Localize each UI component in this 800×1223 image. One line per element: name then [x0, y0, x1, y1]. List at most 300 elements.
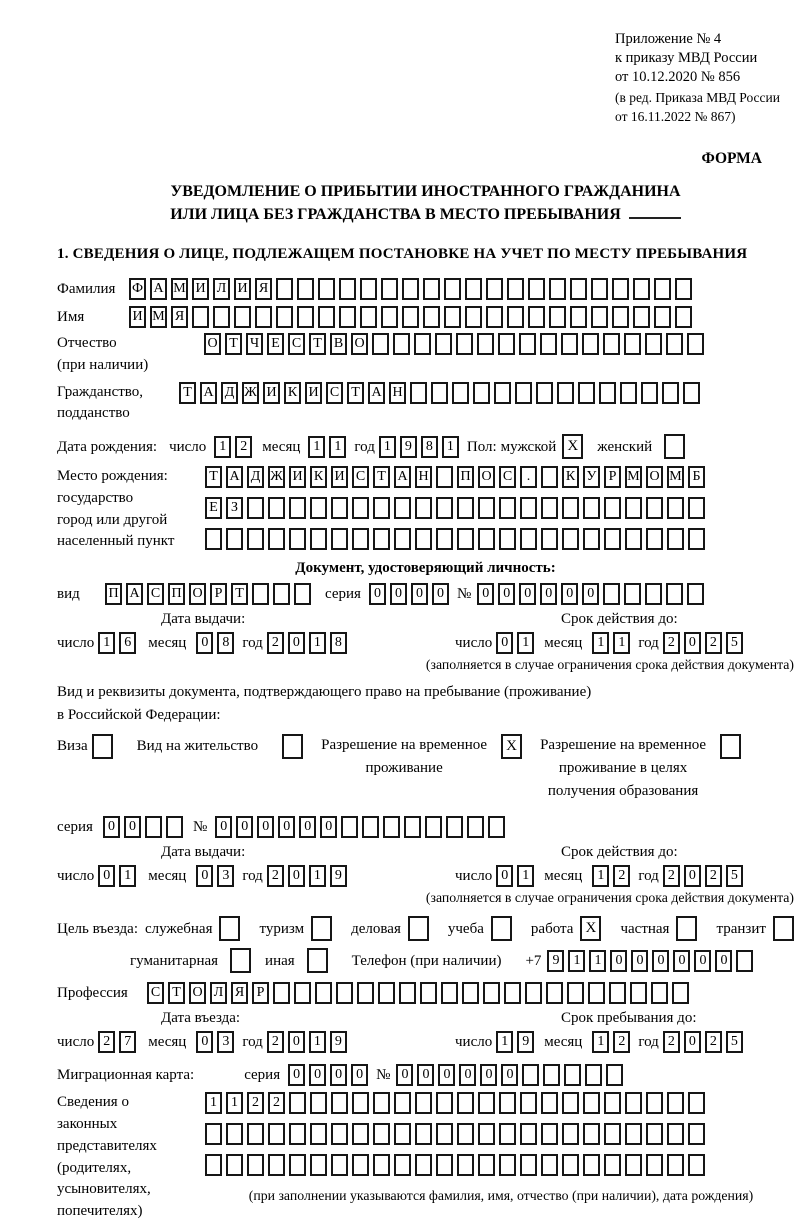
char-box[interactable]	[620, 382, 637, 404]
char-box[interactable]	[431, 382, 448, 404]
char-box[interactable]: 1	[589, 950, 606, 972]
char-box[interactable]: 0	[610, 950, 627, 972]
char-box[interactable]	[604, 497, 621, 519]
char-box[interactable]	[315, 982, 332, 1004]
char-box[interactable]: 0	[369, 583, 386, 605]
char-box[interactable]: И	[234, 278, 251, 300]
char-box[interactable]	[352, 1123, 369, 1145]
char-box[interactable]: 0	[299, 816, 316, 838]
char-box[interactable]	[486, 306, 503, 328]
char-box[interactable]: 2	[663, 632, 680, 654]
char-box[interactable]: 2	[235, 436, 252, 458]
char-box[interactable]: 0	[196, 632, 213, 654]
char-box[interactable]	[667, 1123, 684, 1145]
char-box[interactable]: О	[204, 333, 221, 355]
char-box[interactable]	[651, 982, 668, 1004]
char-box[interactable]: 0	[432, 583, 449, 605]
char-box[interactable]: 0	[196, 1031, 213, 1053]
char-box[interactable]: П	[105, 583, 122, 605]
char-box[interactable]	[604, 1123, 621, 1145]
char-box[interactable]: 1	[592, 1031, 609, 1053]
char-box[interactable]: И	[305, 382, 322, 404]
char-box[interactable]: К	[562, 466, 579, 488]
char-box[interactable]	[477, 333, 494, 355]
char-box[interactable]: 5	[726, 1031, 743, 1053]
char-box[interactable]	[234, 306, 251, 328]
char-box[interactable]: 0	[103, 816, 120, 838]
char-box[interactable]	[507, 306, 524, 328]
char-box[interactable]: 1	[442, 436, 459, 458]
char-box[interactable]	[399, 982, 416, 1004]
char-box[interactable]	[457, 1154, 474, 1176]
rabota-checkbox[interactable]: X	[580, 916, 601, 941]
char-box[interactable]: 2	[98, 1031, 115, 1053]
char-box[interactable]	[519, 333, 536, 355]
char-box[interactable]	[352, 497, 369, 519]
char-box[interactable]	[166, 816, 183, 838]
char-box[interactable]: 0	[390, 583, 407, 605]
char-box[interactable]	[289, 1123, 306, 1145]
char-box[interactable]	[467, 816, 484, 838]
char-box[interactable]: 0	[684, 865, 701, 887]
char-box[interactable]	[456, 333, 473, 355]
char-box[interactable]: 0	[684, 1031, 701, 1053]
char-box[interactable]	[541, 1123, 558, 1145]
char-box[interactable]	[675, 306, 692, 328]
char-box[interactable]	[373, 1092, 390, 1114]
char-box[interactable]: Т	[205, 466, 222, 488]
char-box[interactable]: 0	[215, 816, 232, 838]
char-box[interactable]	[688, 528, 705, 550]
char-box[interactable]	[570, 306, 587, 328]
char-box[interactable]	[567, 982, 584, 1004]
char-box[interactable]	[520, 528, 537, 550]
male-checkbox[interactable]: X	[562, 434, 583, 459]
char-box[interactable]	[336, 982, 353, 1004]
char-box[interactable]	[646, 497, 663, 519]
char-box[interactable]	[394, 1123, 411, 1145]
char-box[interactable]: 0	[257, 816, 274, 838]
char-box[interactable]: 0	[438, 1064, 455, 1086]
char-box[interactable]: И	[192, 278, 209, 300]
char-box[interactable]	[478, 1154, 495, 1176]
char-box[interactable]: 0	[330, 1064, 347, 1086]
char-box[interactable]	[402, 306, 419, 328]
char-box[interactable]: 0	[694, 950, 711, 972]
char-box[interactable]	[310, 528, 327, 550]
char-box[interactable]	[528, 278, 545, 300]
char-box[interactable]	[585, 1064, 602, 1086]
char-box[interactable]	[687, 333, 704, 355]
char-box[interactable]: 2	[613, 865, 630, 887]
char-box[interactable]	[667, 528, 684, 550]
char-box[interactable]	[457, 1123, 474, 1145]
char-box[interactable]: 0	[480, 1064, 497, 1086]
char-box[interactable]	[522, 1064, 539, 1086]
char-box[interactable]	[373, 528, 390, 550]
char-box[interactable]	[415, 1123, 432, 1145]
char-box[interactable]	[226, 1154, 243, 1176]
char-box[interactable]	[562, 1092, 579, 1114]
char-box[interactable]: 1	[309, 632, 326, 654]
char-box[interactable]	[420, 982, 437, 1004]
char-box[interactable]: 1	[329, 436, 346, 458]
char-box[interactable]	[528, 306, 545, 328]
char-box[interactable]: 3	[217, 865, 234, 887]
char-box[interactable]	[541, 1092, 558, 1114]
char-box[interactable]: Л	[213, 278, 230, 300]
char-box[interactable]	[583, 1154, 600, 1176]
char-box[interactable]	[226, 1123, 243, 1145]
sluzhebnaya-checkbox[interactable]	[219, 916, 240, 941]
char-box[interactable]: Р	[604, 466, 621, 488]
char-box[interactable]	[666, 333, 683, 355]
char-box[interactable]	[604, 528, 621, 550]
char-box[interactable]: 0	[498, 583, 515, 605]
char-box[interactable]	[641, 382, 658, 404]
char-box[interactable]: 0	[496, 632, 513, 654]
char-box[interactable]	[645, 583, 662, 605]
char-box[interactable]: 1	[496, 1031, 513, 1053]
char-box[interactable]: Р	[210, 583, 227, 605]
char-box[interactable]: 0	[652, 950, 669, 972]
char-box[interactable]	[394, 1154, 411, 1176]
char-box[interactable]: Ж	[268, 466, 285, 488]
char-box[interactable]: 9	[330, 1031, 347, 1053]
char-box[interactable]	[675, 278, 692, 300]
char-box[interactable]: 0	[561, 583, 578, 605]
char-box[interactable]	[331, 1123, 348, 1145]
char-box[interactable]	[515, 382, 532, 404]
temporary-residence-checkbox[interactable]: X	[501, 734, 522, 759]
char-box[interactable]: 1	[309, 1031, 326, 1053]
tranzit-checkbox[interactable]	[773, 916, 794, 941]
char-box[interactable]	[688, 497, 705, 519]
char-box[interactable]	[549, 306, 566, 328]
char-box[interactable]: Д	[221, 382, 238, 404]
char-box[interactable]	[462, 982, 479, 1004]
char-box[interactable]: 1	[214, 436, 231, 458]
char-box[interactable]	[625, 1154, 642, 1176]
char-box[interactable]: К	[284, 382, 301, 404]
char-box[interactable]	[352, 528, 369, 550]
char-box[interactable]: О	[189, 982, 206, 1004]
char-box[interactable]	[394, 497, 411, 519]
char-box[interactable]: 0	[236, 816, 253, 838]
char-box[interactable]	[394, 528, 411, 550]
char-box[interactable]	[331, 497, 348, 519]
char-box[interactable]: 1	[517, 632, 534, 654]
char-box[interactable]: 0	[288, 1031, 305, 1053]
char-box[interactable]: С	[147, 982, 164, 1004]
char-box[interactable]	[213, 306, 230, 328]
char-box[interactable]	[341, 816, 358, 838]
char-box[interactable]	[562, 1154, 579, 1176]
char-box[interactable]	[192, 306, 209, 328]
char-box[interactable]	[310, 497, 327, 519]
char-box[interactable]	[543, 1064, 560, 1086]
char-box[interactable]: 1	[592, 865, 609, 887]
char-box[interactable]: А	[126, 583, 143, 605]
char-box[interactable]: А	[226, 466, 243, 488]
char-box[interactable]	[289, 497, 306, 519]
char-box[interactable]	[499, 1154, 516, 1176]
char-box[interactable]: 2	[705, 865, 722, 887]
char-box[interactable]: А	[200, 382, 217, 404]
char-box[interactable]	[423, 306, 440, 328]
char-box[interactable]	[672, 982, 689, 1004]
char-box[interactable]	[646, 1154, 663, 1176]
char-box[interactable]: 0	[411, 583, 428, 605]
char-box[interactable]	[252, 583, 269, 605]
char-box[interactable]	[578, 382, 595, 404]
char-box[interactable]: 6	[119, 632, 136, 654]
chastnaya-checkbox[interactable]	[676, 916, 697, 941]
char-box[interactable]: З	[226, 497, 243, 519]
char-box[interactable]	[557, 382, 574, 404]
char-box[interactable]	[583, 497, 600, 519]
char-box[interactable]	[415, 497, 432, 519]
char-box[interactable]	[423, 278, 440, 300]
char-box[interactable]: 8	[217, 632, 234, 654]
char-box[interactable]	[688, 1154, 705, 1176]
char-box[interactable]	[373, 1154, 390, 1176]
char-box[interactable]	[549, 278, 566, 300]
char-box[interactable]	[687, 583, 704, 605]
char-box[interactable]: 9	[330, 865, 347, 887]
char-box[interactable]: Л	[210, 982, 227, 1004]
char-box[interactable]	[444, 278, 461, 300]
char-box[interactable]: С	[147, 583, 164, 605]
char-box[interactable]: Т	[179, 382, 196, 404]
char-box[interactable]	[331, 528, 348, 550]
char-box[interactable]: Т	[231, 583, 248, 605]
char-box[interactable]: Е	[267, 333, 284, 355]
char-box[interactable]: 0	[309, 1064, 326, 1086]
char-box[interactable]: 0	[673, 950, 690, 972]
blank-underline[interactable]	[629, 217, 681, 219]
char-box[interactable]	[570, 278, 587, 300]
char-box[interactable]	[478, 1092, 495, 1114]
char-box[interactable]	[591, 278, 608, 300]
char-box[interactable]	[688, 1092, 705, 1114]
char-box[interactable]	[736, 950, 753, 972]
char-box[interactable]: 2	[613, 1031, 630, 1053]
char-box[interactable]	[612, 306, 629, 328]
char-box[interactable]: 2	[663, 865, 680, 887]
char-box[interactable]	[452, 382, 469, 404]
char-box[interactable]	[541, 1154, 558, 1176]
char-box[interactable]: О	[189, 583, 206, 605]
char-box[interactable]	[441, 982, 458, 1004]
char-box[interactable]	[352, 1154, 369, 1176]
char-box[interactable]: Т	[168, 982, 185, 1004]
char-box[interactable]: Е	[205, 497, 222, 519]
char-box[interactable]	[444, 306, 461, 328]
char-box[interactable]: 0	[351, 1064, 368, 1086]
char-box[interactable]: 0	[582, 583, 599, 605]
char-box[interactable]	[646, 1123, 663, 1145]
turizm-checkbox[interactable]	[311, 916, 332, 941]
char-box[interactable]	[562, 528, 579, 550]
char-box[interactable]	[540, 333, 557, 355]
char-box[interactable]	[478, 497, 495, 519]
char-box[interactable]	[352, 1092, 369, 1114]
char-box[interactable]	[297, 306, 314, 328]
char-box[interactable]: И	[129, 306, 146, 328]
char-box[interactable]	[683, 382, 700, 404]
char-box[interactable]	[499, 1123, 516, 1145]
char-box[interactable]: 1	[205, 1092, 222, 1114]
char-box[interactable]	[564, 1064, 581, 1086]
char-box[interactable]: 1	[568, 950, 585, 972]
char-box[interactable]: 1	[517, 865, 534, 887]
char-box[interactable]: Т	[347, 382, 364, 404]
char-box[interactable]	[268, 528, 285, 550]
char-box[interactable]: 2	[267, 1031, 284, 1053]
char-box[interactable]	[604, 1154, 621, 1176]
char-box[interactable]	[393, 333, 410, 355]
char-box[interactable]	[357, 982, 374, 1004]
char-box[interactable]	[425, 816, 442, 838]
char-box[interactable]: К	[310, 466, 327, 488]
char-box[interactable]: 0	[477, 583, 494, 605]
char-box[interactable]	[612, 278, 629, 300]
char-box[interactable]	[373, 1123, 390, 1145]
char-box[interactable]: 0	[496, 865, 513, 887]
char-box[interactable]	[247, 528, 264, 550]
char-box[interactable]	[276, 278, 293, 300]
char-box[interactable]	[465, 278, 482, 300]
char-box[interactable]	[436, 1123, 453, 1145]
female-checkbox[interactable]	[664, 434, 685, 459]
delovaya-checkbox[interactable]	[408, 916, 429, 941]
char-box[interactable]: 9	[400, 436, 417, 458]
char-box[interactable]: 0	[196, 865, 213, 887]
char-box[interactable]	[331, 1154, 348, 1176]
char-box[interactable]: 3	[217, 1031, 234, 1053]
char-box[interactable]	[546, 982, 563, 1004]
char-box[interactable]	[536, 382, 553, 404]
char-box[interactable]: 1	[309, 865, 326, 887]
char-box[interactable]	[378, 982, 395, 1004]
char-box[interactable]: 2	[705, 632, 722, 654]
char-box[interactable]	[247, 1123, 264, 1145]
char-box[interactable]: П	[457, 466, 474, 488]
char-box[interactable]: 1	[308, 436, 325, 458]
char-box[interactable]	[667, 1154, 684, 1176]
char-box[interactable]	[499, 1092, 516, 1114]
char-box[interactable]: 2	[247, 1092, 264, 1114]
char-box[interactable]: И	[289, 466, 306, 488]
char-box[interactable]	[268, 1123, 285, 1145]
char-box[interactable]	[562, 1123, 579, 1145]
char-box[interactable]: 9	[547, 950, 564, 972]
char-box[interactable]	[588, 982, 605, 1004]
char-box[interactable]: С	[352, 466, 369, 488]
char-box[interactable]	[457, 528, 474, 550]
char-box[interactable]	[394, 1092, 411, 1114]
char-box[interactable]	[561, 333, 578, 355]
char-box[interactable]: 8	[421, 436, 438, 458]
char-box[interactable]: 0	[631, 950, 648, 972]
char-box[interactable]: Т	[225, 333, 242, 355]
char-box[interactable]	[499, 528, 516, 550]
char-box[interactable]	[446, 816, 463, 838]
char-box[interactable]	[294, 982, 311, 1004]
char-box[interactable]	[465, 306, 482, 328]
char-box[interactable]: 1	[119, 865, 136, 887]
char-box[interactable]: 1	[98, 632, 115, 654]
char-box[interactable]: Д	[247, 466, 264, 488]
char-box[interactable]: С	[288, 333, 305, 355]
char-box[interactable]: А	[368, 382, 385, 404]
ucheba-checkbox[interactable]	[491, 916, 512, 941]
char-box[interactable]: В	[330, 333, 347, 355]
char-box[interactable]	[318, 278, 335, 300]
char-box[interactable]: .	[520, 466, 537, 488]
char-box[interactable]: 0	[288, 632, 305, 654]
char-box[interactable]: Ч	[246, 333, 263, 355]
char-box[interactable]	[625, 528, 642, 550]
char-box[interactable]	[310, 1123, 327, 1145]
char-box[interactable]: А	[150, 278, 167, 300]
char-box[interactable]	[339, 278, 356, 300]
char-box[interactable]: У	[583, 466, 600, 488]
char-box[interactable]	[520, 497, 537, 519]
char-box[interactable]	[339, 306, 356, 328]
char-box[interactable]: М	[625, 466, 642, 488]
char-box[interactable]: Ж	[242, 382, 259, 404]
char-box[interactable]	[582, 333, 599, 355]
char-box[interactable]: Н	[415, 466, 432, 488]
char-box[interactable]	[289, 528, 306, 550]
char-box[interactable]	[268, 1154, 285, 1176]
char-box[interactable]	[310, 1154, 327, 1176]
char-box[interactable]	[205, 528, 222, 550]
char-box[interactable]	[255, 306, 272, 328]
char-box[interactable]	[591, 306, 608, 328]
char-box[interactable]	[606, 1064, 623, 1086]
char-box[interactable]	[583, 1123, 600, 1145]
char-box[interactable]	[688, 1123, 705, 1145]
char-box[interactable]: 8	[330, 632, 347, 654]
char-box[interactable]: Я	[255, 278, 272, 300]
char-box[interactable]	[666, 583, 683, 605]
char-box[interactable]	[415, 1092, 432, 1114]
char-box[interactable]: П	[168, 583, 185, 605]
char-box[interactable]: 1	[379, 436, 396, 458]
char-box[interactable]	[633, 278, 650, 300]
char-box[interactable]	[498, 333, 515, 355]
char-box[interactable]	[624, 333, 641, 355]
char-box[interactable]: 5	[726, 865, 743, 887]
char-box[interactable]	[410, 382, 427, 404]
char-box[interactable]	[633, 306, 650, 328]
char-box[interactable]: Б	[688, 466, 705, 488]
char-box[interactable]	[297, 278, 314, 300]
char-box[interactable]: О	[351, 333, 368, 355]
char-box[interactable]	[436, 528, 453, 550]
char-box[interactable]: О	[646, 466, 663, 488]
char-box[interactable]	[520, 1123, 537, 1145]
char-box[interactable]: 0	[288, 865, 305, 887]
char-box[interactable]	[630, 982, 647, 1004]
char-box[interactable]	[499, 497, 516, 519]
char-box[interactable]	[360, 278, 377, 300]
char-box[interactable]	[360, 306, 377, 328]
char-box[interactable]	[541, 497, 558, 519]
